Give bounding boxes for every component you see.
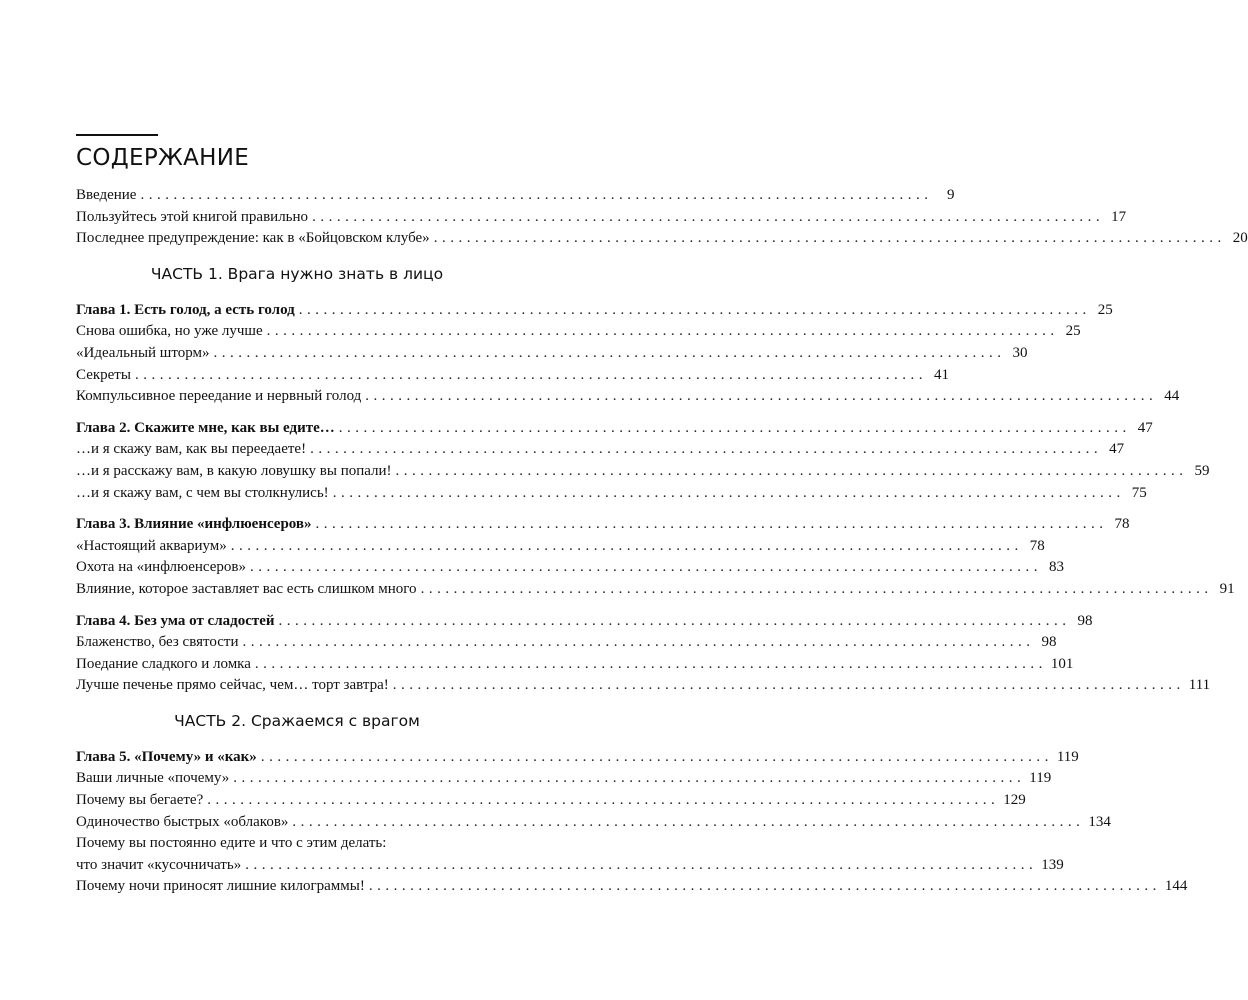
- toc-entry[interactable]: [76, 768, 1052, 790]
- toc-entry[interactable]: [76, 386, 1180, 408]
- spacer: [76, 601, 518, 611]
- toc-entry[interactable]: [76, 855, 1064, 877]
- toc-entry[interactable]: [76, 365, 949, 387]
- title-rule: [76, 134, 158, 136]
- entry-label: Ваши личные «почему»: [76, 770, 230, 787]
- page-title: СОДЕРЖАНИЕ: [76, 145, 250, 171]
- entry-label: Снова ошибка, но уже лучше: [76, 323, 263, 340]
- leader-dots: ................................................................................................: [298, 301, 1091, 318]
- toc-entry[interactable]: [76, 675, 1211, 697]
- leader-dots: ................................................................................................: [332, 484, 1125, 501]
- leader-dots: ................................................................................................: [250, 559, 1043, 576]
- part-heading: ЧАСТЬ 1. Врага нужно знать в лицо: [150, 264, 444, 283]
- toc-chapter-entry[interactable]: [76, 514, 1130, 536]
- leader-dots: ................................................................................................: [392, 677, 1185, 694]
- entry-label: Секреты: [76, 366, 131, 383]
- leader-dots: ................................................................................................: [315, 516, 1108, 533]
- entry-page: 144: [1164, 878, 1188, 895]
- entry-page: 47: [1137, 419, 1153, 436]
- toc-entry[interactable]: [76, 228, 1248, 250]
- toc-entry[interactable]: [76, 321, 1081, 343]
- entry-label: Последнее предупреждение: как в «Бойцовском клубе»: [76, 230, 430, 247]
- chapter-label: Глава 4. Без ума от сладостей: [76, 612, 275, 629]
- entry-label: Пользуйтесь этой книгой правильно: [76, 208, 309, 225]
- leader-dots: ................................................................................................: [245, 856, 1038, 873]
- entry-page: 98: [1077, 612, 1093, 629]
- entry-label: …и я расскажу вам, в какую ловушку вы попали!: [76, 462, 392, 479]
- entry-page: 30: [1012, 344, 1028, 361]
- toc-entry[interactable]: [76, 812, 1111, 834]
- chapter-label: Глава 1. Есть голод, а есть голод: [76, 301, 295, 318]
- entry-label: …и я скажу вам, с чем вы столкнулись!: [76, 484, 329, 501]
- toc-chapter-entry[interactable]: [76, 611, 1093, 633]
- entry-page: 9: [946, 187, 955, 203]
- leader-dots: ................................................................................................: [213, 344, 1006, 361]
- leader-dots: ................................................................................................: [365, 388, 1158, 405]
- spacer: [76, 408, 518, 418]
- toc-entry[interactable]: [76, 207, 1127, 229]
- entry-label: …и я скажу вам, как вы переедаете!: [76, 441, 307, 458]
- entry-label: Поедание сладкого и ломка: [76, 655, 251, 672]
- chapter-label: Глава 2. Скажите мне, как вы едите…: [76, 419, 335, 436]
- entry-page: 59: [1194, 462, 1210, 479]
- toc-entry[interactable]: [76, 876, 1188, 898]
- toc-entry[interactable]: [76, 557, 1065, 579]
- toc-chapter-entry[interactable]: [76, 747, 1079, 769]
- entry-page: 119: [1029, 770, 1052, 787]
- entry-label: Блаженство, без святости: [76, 634, 239, 651]
- entry-label: «Настоящий аквариум»: [76, 537, 227, 554]
- leader-dots: ................................................................................................: [312, 208, 1105, 225]
- entry-label: Компульсивное переедание и нервный голод: [76, 388, 362, 405]
- toc-entry[interactable]: [76, 654, 1074, 676]
- entry-page: 47: [1109, 441, 1125, 458]
- entry-page: 78: [1029, 537, 1045, 554]
- leader-dots: ................................................................................................: [242, 634, 1035, 651]
- entry-page: 44: [1164, 388, 1180, 405]
- leader-dots: ................................................................................................: [134, 366, 927, 383]
- leader-dots: ................................................................................................: [292, 813, 1085, 830]
- entry-page: 25: [1097, 301, 1113, 318]
- chapter-label: Глава 3. Влияние «инфлюенсеров»: [76, 516, 312, 533]
- entry-page: 111: [1188, 677, 1211, 694]
- leader-dots: ................................................................................................: [266, 323, 1059, 340]
- entry-page: 98: [1041, 634, 1057, 651]
- leader-dots: ................................................................................................: [433, 230, 1226, 247]
- leader-dots: ................................................................................................: [207, 792, 1000, 809]
- entry-page: 17: [1111, 208, 1127, 225]
- leader-dots: ................................................................................................: [230, 537, 1023, 554]
- entry-page: 101: [1050, 655, 1074, 672]
- entry-page: 134: [1088, 813, 1111, 830]
- entry-page: 78: [1114, 516, 1130, 533]
- entry-page: 25: [1065, 323, 1081, 340]
- entry-page: 41: [933, 366, 949, 383]
- leader-dots: ................................................................................................: [395, 462, 1188, 479]
- table-of-contents: [76, 185, 1248, 898]
- spacer: [76, 504, 518, 514]
- leader-dots: ................................................................................................: [278, 612, 1071, 629]
- leader-dots: ................................................................................................: [310, 441, 1103, 458]
- entry-label: Введение: [76, 187, 137, 203]
- leader-dots: ................................................................................................: [140, 187, 933, 203]
- toc-entry[interactable]: [76, 632, 1057, 654]
- entry-label: Почему ночи приносят лишние килограммы!: [76, 878, 365, 895]
- entry-page: 129: [1003, 792, 1026, 809]
- leader-dots: ................................................................................................: [338, 419, 1131, 436]
- toc-entry[interactable]: [76, 790, 1026, 812]
- toc-entry-first-line[interactable]: [76, 833, 518, 855]
- entry-label: Почему вы бегаете?: [76, 792, 204, 809]
- entry-label: Одиночество быстрых «облаков»: [76, 813, 289, 830]
- leader-dots: ................................................................................................: [233, 770, 1026, 787]
- entry-label: что значит «кусочничать»: [76, 856, 242, 873]
- leader-dots: ................................................................................................: [254, 655, 1047, 672]
- entry-page: 119: [1056, 748, 1079, 765]
- leader-dots: ................................................................................................: [260, 748, 1053, 765]
- toc-entry[interactable]: [76, 343, 1028, 365]
- entry-label: Охота на «инфлюенсеров»: [76, 559, 247, 576]
- chapter-label: Глава 5. «Почему» и «как»: [76, 748, 257, 765]
- entry-label: Почему вы постоянно едите и что с этим делать:: [76, 835, 387, 852]
- leader-dots: ................................................................................................: [420, 580, 1213, 597]
- toc-entry[interactable]: [76, 461, 1210, 483]
- toc-chapter-entry[interactable]: [76, 418, 1153, 440]
- entry-label: «Идеальный шторм»: [76, 344, 210, 361]
- toc-entry[interactable]: [76, 185, 955, 207]
- toc-entry[interactable]: [76, 579, 1235, 601]
- toc-chapter-entry[interactable]: [76, 300, 1113, 322]
- entry-label: Лучше печенье прямо сейчас, чем… торт завтра!: [76, 677, 389, 694]
- leader-dots: ................................................................................................: [368, 878, 1161, 895]
- entry-page: 139: [1041, 856, 1064, 873]
- part-heading: ЧАСТЬ 2. Сражаемся с врагом: [174, 711, 420, 730]
- entry-label: Влияние, которое заставляет вас есть слишком много: [76, 580, 417, 597]
- entry-page: 91: [1219, 580, 1235, 597]
- toc-entry[interactable]: [76, 439, 1125, 461]
- entry-page: 75: [1131, 484, 1147, 501]
- toc-entry[interactable]: [76, 483, 1147, 505]
- entry-page: 83: [1049, 559, 1065, 576]
- toc-entry[interactable]: [76, 536, 1045, 558]
- entry-page: 20: [1232, 230, 1248, 247]
